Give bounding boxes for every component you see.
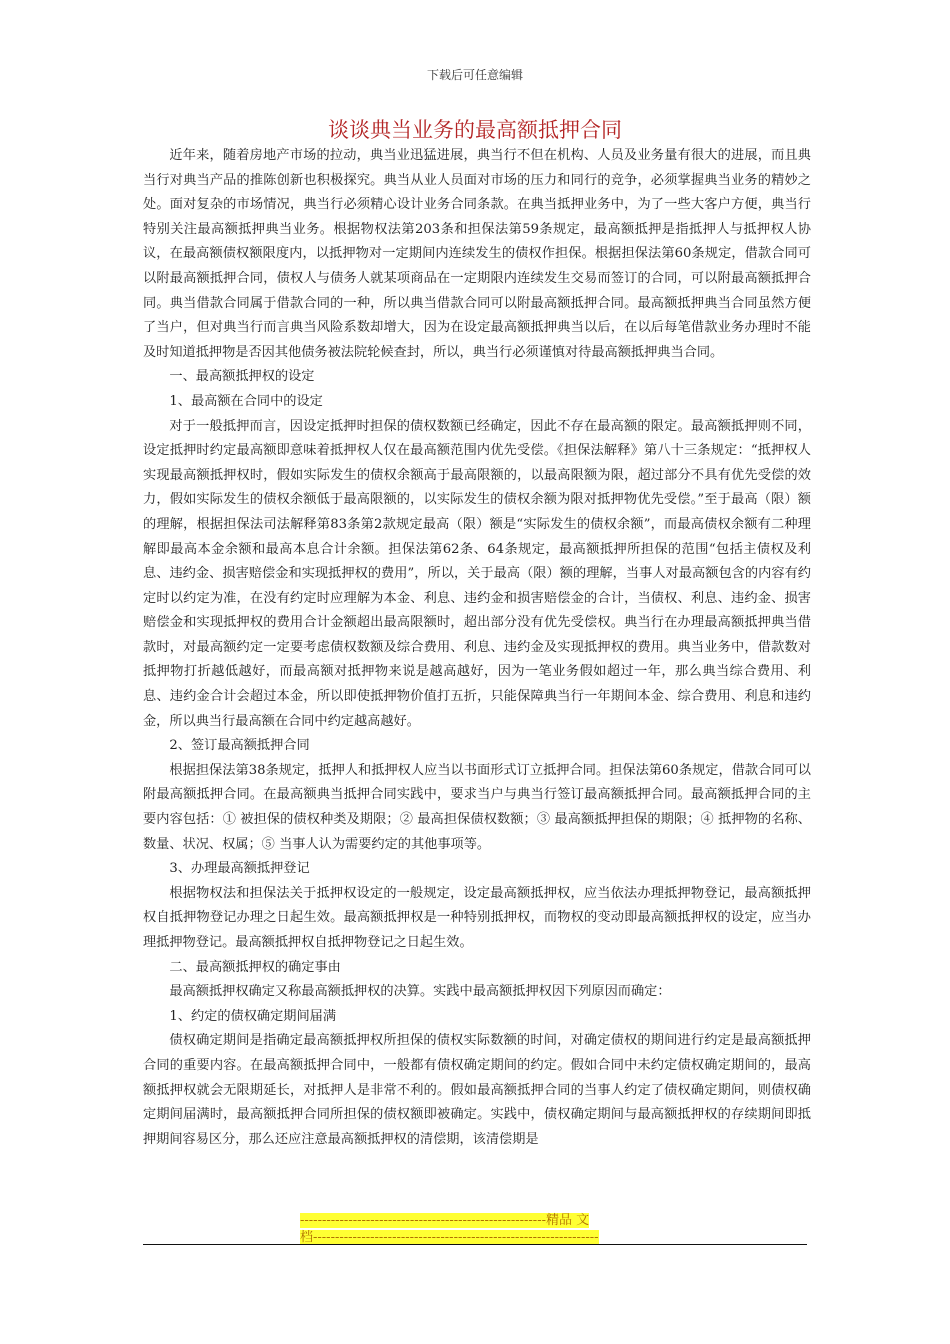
footer-watermark [300, 1212, 650, 1246]
document-title: 谈谈典当业务的最高额抵押合同 [328, 118, 622, 142]
section-heading: 2、签订最高额抵押合同 [169, 738, 310, 754]
body-paragraph: 债权确定期间是指确定最高额抵押权所担保的债权实际数额的时间，对确定债权的期间进行约定是最高额抵押合同的重要内容。在最高额抵押合同中，一般都有债权确定期间的约定。假如合同中未约定债权确定期间的，最高额抵押权就会无限期延长，对抵押人是非常不利的。假如最高额抵押合同的当事人约定了债权确定期间，则债权确定期间届满时，最高额抵押合同所担保的债权额即被确定。实践中，债权确定期间与最高额抵押权的存续期间即抵押期间容易区分，那么还应注意最高额抵押权的清偿期，该清偿期是 [143, 1033, 811, 1147]
body-paragraph: 根据物权法和担保法关于抵押权设定的一般规定，设定最高额抵押权，应当依法办理抵押物登记，最高额抵押权自抵押物登记办理之日起生效。最高额抵押权是一种特别抵押权，而物权的变动即最高额抵押权的设定，应当办理抵押物登记。最高额抵押权自抵押物登记之日起生效。 [143, 885, 811, 950]
footer-watermark-line-1: --------------------------------------------------------精品 文 [300, 1213, 590, 1228]
section-heading: 二、最高额抵押权的确定事由 [169, 959, 341, 975]
body-paragraph: 近年来，随着房地产市场的拉动，典当业迅猛进展，典当行不但在机构、人员及业务量有很大的进展，而且典当行对典当产品的推陈创新也积极探究。典当从业人员面对市场的压力和同行的竞争，必须掌握典当业务的精妙之处。面对复杂的市场情况，典当行必须精心设计业务合同条款。在典当抵押业务中，为了一些大客户方便，典当行特别关注最高额抵押典当业务。根据物权法第203条和担保法第59条规定，最高额抵押是指抵押人与抵押权人协议，在最高额债权额限度内，以抵押物对一定期间内连续发生的债权作担保。根据担保法第60条规定，借款合同可以附最高额抵押合同，债权人与债务人就某项商品在一定期限内连续发生交易而签订的合同，可以附最高额抵押合同。典当借款合同属于借款合同的一种，所以典当借款合同可以附最高额抵押合同。最高额抵押典当合同虽然方便了当户，但对典当行而言典当风险系数却增大，因为在设定最高额抵押典当以后，在以后每笔借款业务办理时不能及时知道抵押物是否因其他债务被法院轮候查封，所以，典当行必须谨慎对待最高额抵押典当合同。 [143, 148, 811, 360]
section-heading: 3、办理最高额抵押登记 [169, 861, 310, 877]
page-header: 下载后可任意编辑 [426, 68, 523, 82]
footer-watermark-line-2: 档----------------------------------------------------------------- [300, 1230, 599, 1245]
section-heading: 1、最高额在合同中的设定 [169, 393, 323, 409]
section-heading: 1、约定的债权确定期间届满 [169, 1008, 337, 1024]
body-paragraph: 对于一般抵押而言，因设定抵押时担保的债权数额已经确定，因此不存在最高额的限定。最高额抵押则不同，设定抵押时约定最高额即意味着抵押权人仅在最高额范围内优先受偿。《担保法解释》第八十三条规定：“抵押权人实现最高额抵押权时，假如实际发生的债权余额高于最高限额的，以最高限额为限，超过部分不具有优先受偿的效力，假如实际发生的债权余额低于最高限额的，以实际发生的债权余额为限对抵押物优先受偿。”至于最高（限）额的理解，根据担保法司法解释第83条第2款规定最高（限）额是“实际发生的债权余额”，而最高债权余额有二种理解即最高本金余额和最高本息合计余额。担保法第62条、64条规定，最高额抵押所担保的范围“包括主债权及利息、违约金、损害赔偿金和实现抵押权的费用”，所以，关于最高（限）额的理解，当事人对最高额包含的内容有约定时以约定为准，在没有约定时应理解为本金、利息、违约金和损害赔偿金的合计，当债权、利息、违约金、损害赔偿金和实现抵押权的费用合计金额超出最高限额时，超出部分没有优先受偿权。典当行在办理最高额抵押典当借款时，对最高额约定一定要考虑债权数额及综合费用、利息、违约金及实现抵押权的费用。典当业务中，借款数对抵押物打折越低越好，而最高额对抵押物来说是越高越好，因为一笔业务假如超过一年，那么典当综合费用、利息、违约金合计会超过本金，所以即使抵押物价值打五折，只能保障典当行一年期间本金、综合费用、利息和违约金，所以典当行最高额在合同中约定越高越好。 [143, 418, 811, 729]
footer-divider [143, 1244, 807, 1245]
body-paragraph: 最高额抵押权确定又称最高额抵押权的决算。实践中最高额抵押权因下列原因而确定： [169, 984, 671, 1000]
body-paragraph: 根据担保法第38条规定，抵押人和抵押权人应当以书面形式订立抵押合同。担保法第60条规定，借款合同可以附最高额抵押合同。在最高额典当抵押合同实践中，要求当户与典当行签订最高额抵押合同。最高额抵押合同的主要内容包括：① 被担保的债权种类及期限；② 最高担保债权数额；③ 最高额抵押担保的期限；④ 抵押物的名称、数量、状况、权属；⑤ 当事人认为需要约定的其他事项等。 [143, 762, 811, 852]
document-body [143, 144, 811, 1152]
section-heading: 一、最高额抵押权的设定 [169, 369, 315, 385]
